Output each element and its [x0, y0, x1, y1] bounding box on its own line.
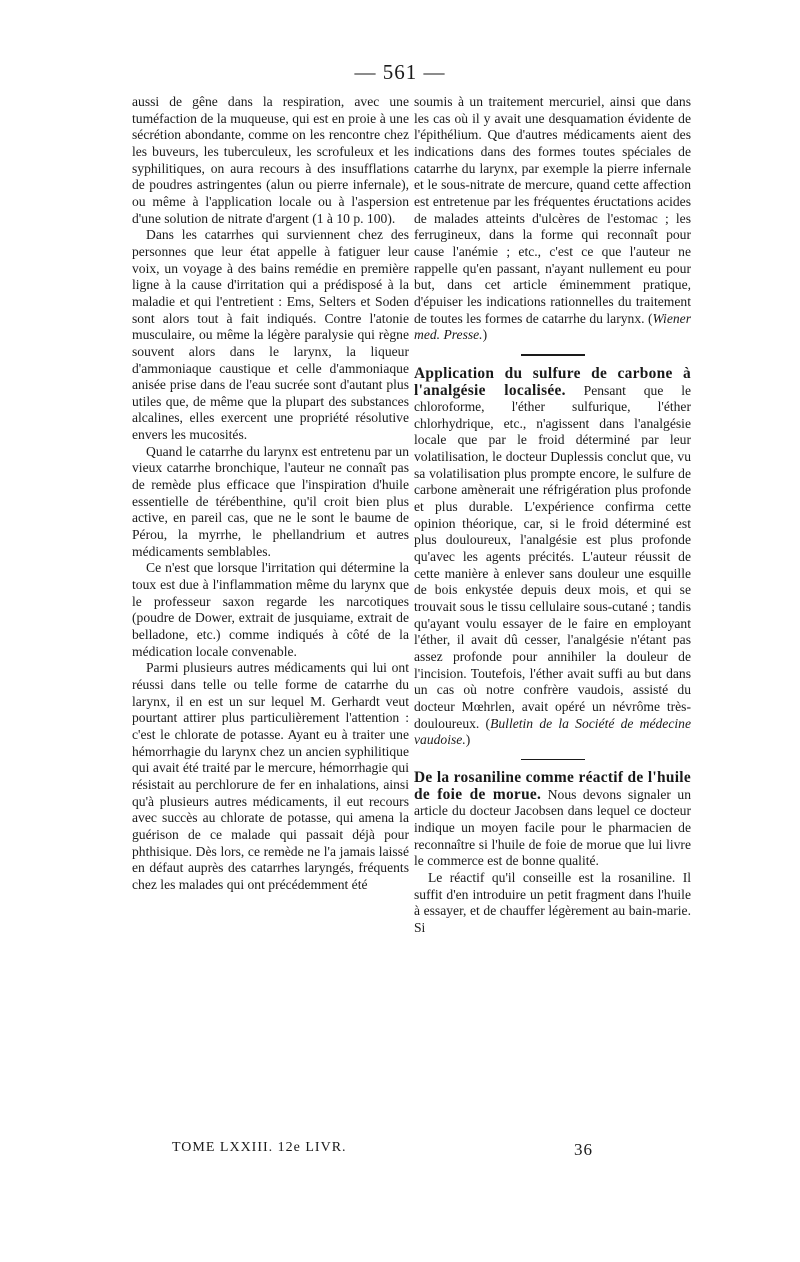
article-rosaniline — [414, 770, 691, 870]
footer-signature: 36 — [574, 1140, 593, 1159]
article-heading-rosaniline: De la rosaniline comme réactif de l'huile de foie de morue. — [414, 768, 691, 803]
left-paragraph-5: Parmi plusieurs autres médicaments qui lui ont réussi dans telle ou telle forme de catarrhe du larynx, il en est un sur lequel M. Gerhardt veut pourtant attirer plus particulièrement l'attention : c'est le chlorate de potasse. Ayant eu à traiter une hémorrhagie du larynx chez un ancien syphilitique qui avait été traité par le mercure, hémorrhagie qui résistait au perchlorure de fer en inhalations, ainsi qu'à plusieurs autres médicaments, il eut recours avec succès au chlorate de potasse, qui amena la guérison de ce malade qui passait déjà pour phthisique. Dès lors, ce remède ne l'a jamais laissé en défaut auprès des catarrhes laryngés, fréquents chez les malades qui ont précédemment été — [132, 660, 409, 892]
article-rosaniline-paragraph-2: Le réactif qu'il conseille est la rosaniline. Il suffit d'en introduire un petit fragment dans l'huile à essayer, et de chauffer légèrement au bain-marie. Si — [414, 869, 691, 935]
left-paragraph-1: aussi de gêne dans la respiration, avec une tuméfaction de la muqueuse, qui est en proie à une sécrétion abondante, comme on les rencontre chez les buveurs, les tuberculeux, les scrofuleux et les syphilitiques, on aura recours à des insufflations de poudres astringentes (alun ou pierre infernale), ou même à l'application locale ou à l'aspersion d'une solution de nitrate d'argent (1 à 10 p. 100). — [132, 94, 409, 226]
left-paragraph-3: Quand le catarrhe du larynx est entretenu par un vieux catarrhe bronchique, l'auteur ne connaît pas de remède plus efficace que l'inspiration d'huile essentielle de térébenthine, qu'il croit bien plus active, en pareil cas, que ne le sont le baume de Pérou, la myrrhe, le phellandrium et autres médicaments semblables. — [132, 443, 409, 559]
article-sulfure-end: ) — [465, 732, 471, 748]
right-paragraph-1-text: soumis à un traitement mercuriel, ainsi que dans les cas où il y avait une desquamation évidente de l'épithélium. Que d'autres médicaments aient des indications dans des formes toutes spéciales de catarrhe du larynx, par exemple la pierre infernale et le sous-nitrate de mercure, quand cette affection est entretenue par les fréquentes éructations acides de malades atteints d'ulcères de l'estomac ; les ferrugineux, dans la forme qui reconnaît pour cause l'anémie ; etc., c'est ce que l'auteur ne rappelle qu'en passant, n'ayant nullement eu pour but, dans cet article éminemment pratique, d'épuiser les indications rationnelles du traitement de toutes les formes de catarrhe du larynx. ( — [414, 94, 691, 326]
left-column — [132, 94, 409, 894]
section-divider-2 — [521, 759, 585, 760]
left-paragraph-2: Dans les catarrhes qui surviennent chez des personnes que leur état appelle à fatiguer leur voix, un voyage à des bains remédie en première ligne à la cause d'irritation qui a prédisposé à la maladie et qui l'entretient : Ems, Selters et Soden sont alors tout à fait indiqués. Contre l'atonie musculaire, ou même la légère paralysie qui règne souvent alors dans le larynx, la liqueur d'ammoniaque caustique et celle d'ammoniaque anisée prise dans de l'eau sucrée sont d'autant plus utiles que, de même que la plupart des substances alcalines, elles exercent une propriété résolutive envers les mucosités. — [132, 227, 409, 443]
right-paragraph-1-end: ) — [482, 327, 488, 343]
article-rosaniline-text: Nous devons signaler un article du docteur Jacobsen dans lequel ce docteur indique un moyen facile pour le pharmacien de reconnaître si l'huile de foie de morue que lui livre le commerce est de bonne qualité. — [414, 786, 692, 869]
article-sulfure-text: Pensant que le chloroforme, l'éther sulfurique, l'éther chlorhydrique, etc., n'agissent dans l'analgésie locale que par le froid déterminé par leur volatilisation, le docteur Duplessis conclut que, vu sa volatilisation plus prompte encore, le sulfure de carbone amènerait une réfrigération plus profonde et plus durable. L'expérience confirma cette opinion théorique, car, si le froid déterminé est plus douloureux, l'analgésie est plus profonde qu'avec les agents précités. L'auteur réussit de cette manière à enlever sans douleur une esquille de bois enkystée depuis deux mois, et qui se trouvait sous le tissu cellulaire sous-cutané ; tandis qu'ayant voulu essayer de le faire en employant l'éther, il avait dû cesser, l'analgésie n'étant pas assez profonde pour annihiler la douleur de l'incision. Toutefois, l'éther avait suffi au but dans un cas où notre confrère vaudois, assisté du docteur Mœhrlen, avait opéré un névrôme très-douloureux. ( — [414, 382, 692, 731]
right-paragraph-1 — [414, 94, 691, 344]
article-heading-sulfure: Application du sulfure de carbone à l'analgésie localisée. — [414, 364, 691, 399]
source-citation-1: Wiener med. Presse. — [414, 310, 691, 343]
left-paragraph-4: Ce n'est que lorsque l'irritation qui détermine la toux est due à l'inflammation même du larynx que le professeur saxon regarde les narcotiques (poudre de Dower, extrait de jusquiame, extrait de belladone, etc.) comme indiqués à côté de la médication locale convenable. — [132, 560, 409, 659]
source-citation-2: Bulletin de la Société de médecine vaudoise. — [414, 715, 691, 748]
right-column — [414, 94, 691, 937]
section-divider-1 — [521, 354, 585, 356]
article-sulfure-de-carbone — [414, 366, 691, 749]
footer-volume: TOME LXXIII. 12e LIVR. — [172, 1140, 347, 1155]
page-number: — 561 — — [354, 60, 446, 84]
